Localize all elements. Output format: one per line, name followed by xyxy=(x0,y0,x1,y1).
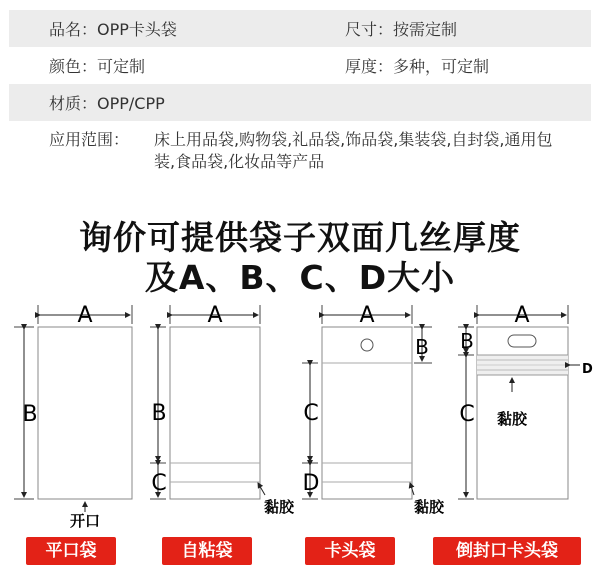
header-card-bag-button[interactable]: 卡头袋 xyxy=(305,537,395,565)
header-card-bag-diagram xyxy=(302,303,445,516)
flat-bag-outline xyxy=(38,327,132,499)
headline-line-2: 及A、B、C、D大小 xyxy=(144,258,456,297)
adhesive-bag-label-c: C xyxy=(151,471,167,496)
flat-bag-label-a: A xyxy=(77,303,93,328)
header-bag-label-c: C xyxy=(303,401,319,426)
bag-diagrams xyxy=(0,300,600,540)
reverse-bag-glue-label: 黏胶 xyxy=(497,410,528,428)
spec-row-2 xyxy=(9,47,591,84)
spec-size: 尺寸：按需定制 xyxy=(345,20,458,39)
spec-row-1 xyxy=(9,10,591,47)
flat-bag-diagram xyxy=(14,303,132,530)
reverse-bag-label-d: D xyxy=(582,362,593,377)
reverse-bag-label-a: A xyxy=(514,303,530,328)
adhesive-bag-glue-label: 黏胶 xyxy=(264,498,295,516)
self-adhesive-bag-diagram xyxy=(150,303,295,516)
adhesive-bag-label-b: B xyxy=(151,401,167,426)
reverse-seal-bag-button[interactable]: 倒封口卡头袋 xyxy=(433,537,581,565)
hang-hole-icon xyxy=(361,339,373,351)
euro-hole-icon xyxy=(508,335,536,347)
spec-usage xyxy=(9,121,591,173)
header-bag-glue-label: 黏胶 xyxy=(414,498,445,516)
self-adhesive-bag-button[interactable]: 自粘袋 xyxy=(162,537,252,565)
bag-diagrams-svg xyxy=(0,300,600,540)
adhesive-bag-label-a: A xyxy=(207,303,223,328)
adhesive-bag-outline xyxy=(170,327,260,499)
header-bag-label-d: D xyxy=(302,471,320,496)
spec-name: 品名：OPP卡头袋 xyxy=(49,20,177,39)
reverse-bag-label-b: B xyxy=(460,329,474,353)
spec-material: 材质：OPP/CPP xyxy=(49,94,165,113)
headline-line-1: 询价可提供袋子双面几丝厚度 xyxy=(79,218,521,257)
spec-table xyxy=(9,10,591,173)
header-bag-label-b: B xyxy=(415,335,429,359)
reverse-bag-label-c: C xyxy=(459,402,475,427)
spec-row-3 xyxy=(9,84,591,121)
flat-bag-opening-label: 开口 xyxy=(69,512,101,530)
reverse-seal-bag-diagram xyxy=(458,303,593,499)
spec-thickness: 厚度：多种，可定制 xyxy=(345,57,490,76)
flat-bag-label-b: B xyxy=(22,402,38,427)
header-bag-outline xyxy=(322,327,412,499)
usage-label: 应用范围： xyxy=(49,130,130,149)
flat-bag-button[interactable]: 平口袋 xyxy=(26,537,116,565)
header-bag-label-a: A xyxy=(359,303,375,328)
spec-color: 颜色：可定制 xyxy=(49,57,146,76)
usage-value: 床上用品袋,购物袋,礼品袋,饰品袋,集装袋,自封袋,通用包装,食品袋,化妆品等产品 xyxy=(154,130,553,171)
